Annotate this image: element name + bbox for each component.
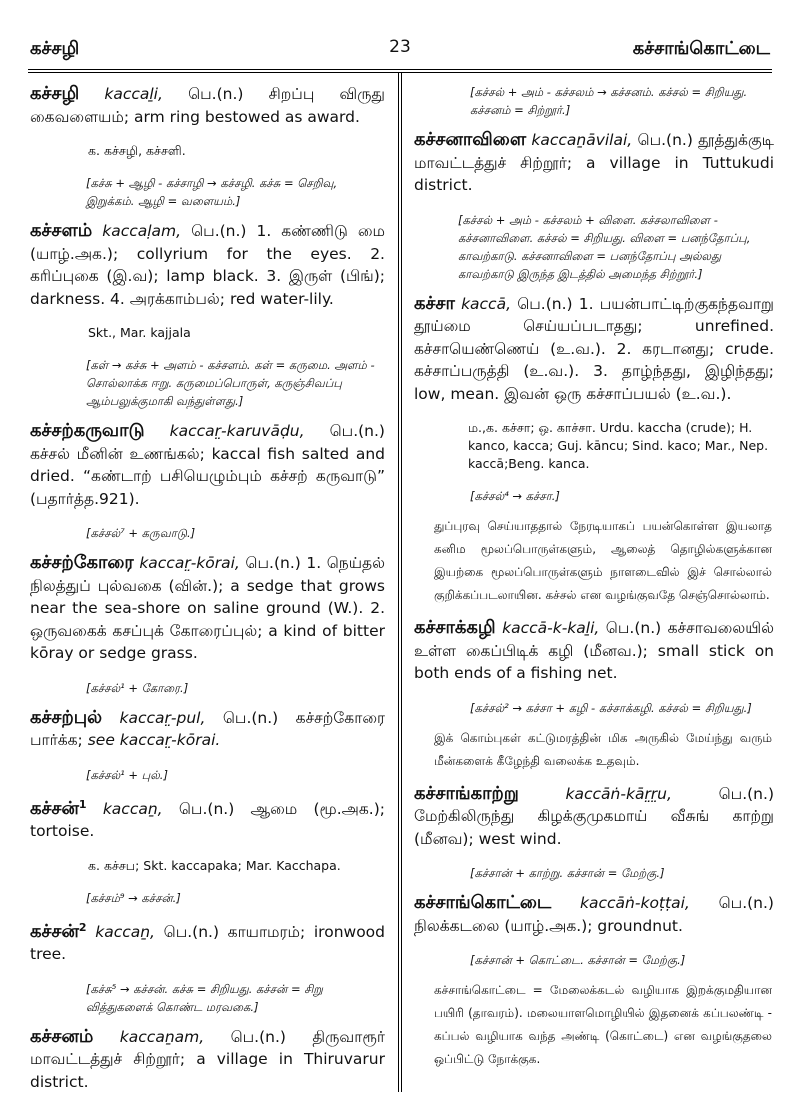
etymology: [கச்சல் + அம் - கச்சலம் → கச்சனம். கச்சல் = சிறியது. கச்சனம் = சிற்றூர்.] xyxy=(470,85,748,117)
definition: பெ.(n.) 1. நெய்தல் நிலத்துப் புல்வகை (வின்.); a sedge that grows near the sea-shore on saline ground (W.). 2. ஒருவகைக் கசப்புக் கோரைப்புல்; a kind of bitter kōray or sedge grass. xyxy=(30,554,385,662)
etymology: [கள் → கச்சு + அளம் - கச்சளம். கள் = கருமை. அளம் - சொல்லாக்க ஈறு. கருமைப்பொருள், கருஞ்சிவப்பு ஆம்பலுக்குமாகி வந்துள்ளது.] xyxy=(86,358,375,408)
headword: கச்சனம் xyxy=(30,1025,94,1047)
etymology: [கச்சு + ஆழி - கச்சாழி → கச்சழி. கச்சு = செறிவு, இறுக்கம். ஆழி = வளையம்.] xyxy=(86,176,338,208)
dictionary-entry xyxy=(414,783,774,851)
running-head-left: கச்சழி xyxy=(30,38,80,59)
definition: பெ.(n.) கச்சற்கோரை பார்க்க; xyxy=(30,708,385,749)
usage-note: இக் கொம்புகள் கட்டுமரத்தின் மிக அருகில் மேய்ந்து வரும் மீன்களைக் கீழேந்தி வலைக்க உதவும். xyxy=(434,730,772,768)
transliteration: kaccā, xyxy=(461,294,512,313)
headword: கச்சற்புல் xyxy=(30,706,103,728)
transliteration: kaccar̤-karuvāḍu, xyxy=(169,422,305,440)
etymology: [கச்சல்¹ + கோரை.] xyxy=(86,680,189,695)
column-divider-inner xyxy=(401,72,402,1092)
homograph-number: 1 xyxy=(78,797,87,811)
etymology: [கச்சான் + கொட்டை. கச்சான் = மேற்கு.] xyxy=(470,953,686,967)
etymology: [கச்சல் + அம் - கச்சலம் + விளை. கச்சலாவிளை - கச்சனாவிளை. கச்சல் = சிறியது. விளை = பனந்தோப்பு, காவற்காடு. கச்சனாவிளை = பனந்தோப்பு அல்லது காவற்காடு இருந்த இடத்தில் அமைந்த சிற்றூர்.] xyxy=(458,212,751,281)
definition: பெ.(n.) கச்சல் மீனின் உணங்கல்; kaccal fish salted and dried. “கண்டாற் பசியெழும்பும் கச்சற் கருவாடு” (பதார்த்த.921). xyxy=(30,422,385,508)
definition: பெ.(n.) தூத்துக்குடி மாவட்டத்துச் சிற்றூர்; a village in Tuttukudi district. xyxy=(414,131,774,194)
dictionary-entry xyxy=(30,420,385,510)
dictionary-entry xyxy=(414,892,774,937)
cognates: க. கச்சப; Skt. kaccapaka; Mar. Kacchapa. xyxy=(88,857,341,873)
transliteration: kaccaṉāvilai, xyxy=(531,131,633,149)
left-column xyxy=(30,75,385,1093)
etymology: [கச்சல்⁴ → கச்சா.] xyxy=(470,489,560,503)
headword: கச்சனாவிளை xyxy=(414,129,527,150)
page-number: 23 xyxy=(389,37,411,57)
dictionary-entry xyxy=(30,220,385,310)
cognates: Skt., Mar. kajjala xyxy=(88,325,191,340)
header-rule xyxy=(28,69,772,70)
cognates: க. கச்சழி, கச்சளி. xyxy=(88,143,186,158)
headword: கச்சாங்கொட்டை xyxy=(414,892,552,913)
dictionary-entry xyxy=(414,293,774,406)
transliteration: kaccāṅ-kār̤r̤u, xyxy=(565,784,672,803)
dictionary-entry xyxy=(30,917,385,966)
header-rule-inner xyxy=(28,72,772,73)
right-column xyxy=(414,75,774,1093)
definition: பெ.(n.) 1. பயன்பாட்டிற்குகந்தவாறு தூய்மை செய்யப்படாதது; unrefined. கச்சாயெண்ணெய் (உ.வ.). 2. கரடானது; crude. கச்சாப்பருத்தி (உ.வ.). 3. தாழ்ந்தது, இழிந்தது; low, mean. இவன் ஒரு கச்சாப்பயல் (உ.வ.). xyxy=(414,294,774,403)
headword: கச்சன் xyxy=(30,797,79,819)
cross-reference: see kaccar̤-kōrai. xyxy=(87,731,221,749)
dictionary-entry xyxy=(30,1026,385,1093)
definition: பெ.(n.) நிலக்கடலை (யாழ்.அக.); groundnut. xyxy=(414,894,774,935)
headword: கச்சளம் xyxy=(30,220,93,241)
dictionary-entry xyxy=(414,617,774,685)
etymology: [கச்சல்² → கச்சா + கழி - கச்சாக்கழி. கச்சல் = சிறியது.] xyxy=(470,700,752,715)
definition: பெ.(n.) 1. கண்ணிடு மை (யாழ்.அக.); collyrium for the eyes. 2. கரிப்புகை (இ.வ); lamp black. 3. இருள் (பிங்); darkness. 4. அரக்காம்பல்; red water-lily. xyxy=(30,222,385,308)
running-head-right: கச்சாங்கொட்டை xyxy=(632,38,770,59)
page-header xyxy=(0,0,800,62)
etymology: [கச்சல்¹ + புல்.] xyxy=(86,767,168,782)
transliteration: kaccaḻi, xyxy=(104,85,163,103)
definition: பெ.(n.) ஆமை (மூ.அக.); tortoise. xyxy=(30,799,385,841)
transliteration: kaccar̤-pul, xyxy=(119,708,206,727)
column-divider xyxy=(398,72,399,1092)
transliteration: kaccaṉam, xyxy=(119,1027,205,1046)
etymology: [கச்சம்⁹ → கச்சன்.] xyxy=(86,890,181,905)
dictionary-entry xyxy=(30,83,385,128)
definition: பெ.(n.) கச்சாவலையில் உள்ள கைப்பிடிக் கழி (மீனவ.); small stick on both ends of a fishing net. xyxy=(414,619,774,682)
definition: பெ.(n.) காயாமரம்; ironwood tree. xyxy=(30,922,385,964)
headword: கச்சற்கருவாடு xyxy=(30,420,145,441)
transliteration: kaccar̤-kōrai, xyxy=(139,554,240,572)
etymology: [கச்சான் + காற்று. கச்சான் = மேற்கு.] xyxy=(470,866,665,880)
headword: கச்சன் xyxy=(30,920,79,942)
etymology: [கச்சு⁵ → கச்சன். கச்சு = சிறியது. கச்சன் = சிறு வித்துகளைக் கொண்ட மரவகை.] xyxy=(86,981,323,1014)
dictionary-entry xyxy=(414,129,774,197)
transliteration: kaccaṉ, xyxy=(102,799,163,818)
transliteration: kaccaḷam, xyxy=(102,222,182,240)
definition: பெ.(n.) சிறப்பு விருது கைவளையம்; arm ring bestowed as award. xyxy=(30,85,385,126)
definition: பெ.(n.) திருவாரூர் மாவட்டத்துச் சிற்றூர்; a village in Thiruvarur district. xyxy=(30,1027,385,1091)
usage-note: கச்சாங்கொட்டை = மேலைக்கடல் வழியாக இறக்குமதியான பயிரி (தாவரம்). மலையாளமொழியில் இதனைக் கப்பலண்டி - கப்பல் வழியாக வந்த அண்டி (கொட்டை) என வழங்குதலை ஒப்பிட்டு நோக்குக. xyxy=(434,983,772,1066)
headword: கச்சழி xyxy=(30,83,80,104)
headword: கச்சாங்காற்று xyxy=(414,782,519,804)
headword: கச்சற்கோரை xyxy=(30,552,134,573)
transliteration: kaccaṉ, xyxy=(95,922,155,941)
transliteration: kaccā-k-kaḻi, xyxy=(502,619,600,637)
transliteration: kaccāṅ-koṭṭai, xyxy=(580,894,690,912)
homograph-number: 2 xyxy=(78,920,87,934)
cognates: ம.,க. கச்சா; ஒ. காச்சா. Urdu. kaccha (crude); H. kanco, kacca; Guj. kāncu; Sind. kaco; Mar., Nep. kaccā;Beng. kanca. xyxy=(468,420,769,471)
usage-note: துப்புரவு செய்யாததால் நேரடியாகப் பயன்கொள்ள இயலாத கனிம மூலப்பொருள்களும், ஆலைத் தொழில்களுக்கான இயற்கை மூலப்பொருள்களும் நாளடைவில் இச் சொல்லால் குறிக்கப்படலாயின. கச்சல் என வழங்குவதே செஞ்சொல்லாம். xyxy=(434,519,772,602)
etymology: [கச்சல்⁷ + கருவாடு.] xyxy=(86,526,196,540)
dictionary-entry xyxy=(30,707,385,752)
headword: கச்சாக்கழி xyxy=(414,617,496,638)
headword: கச்சா xyxy=(414,292,455,314)
dictionary-entry xyxy=(30,794,385,843)
definition: பெ.(n.) மேற்கிலிருந்து கிழக்குமுகமாய் வீசுங் காற்று (மீனவ); west wind. xyxy=(414,784,774,848)
dictionary-entry xyxy=(30,552,385,665)
